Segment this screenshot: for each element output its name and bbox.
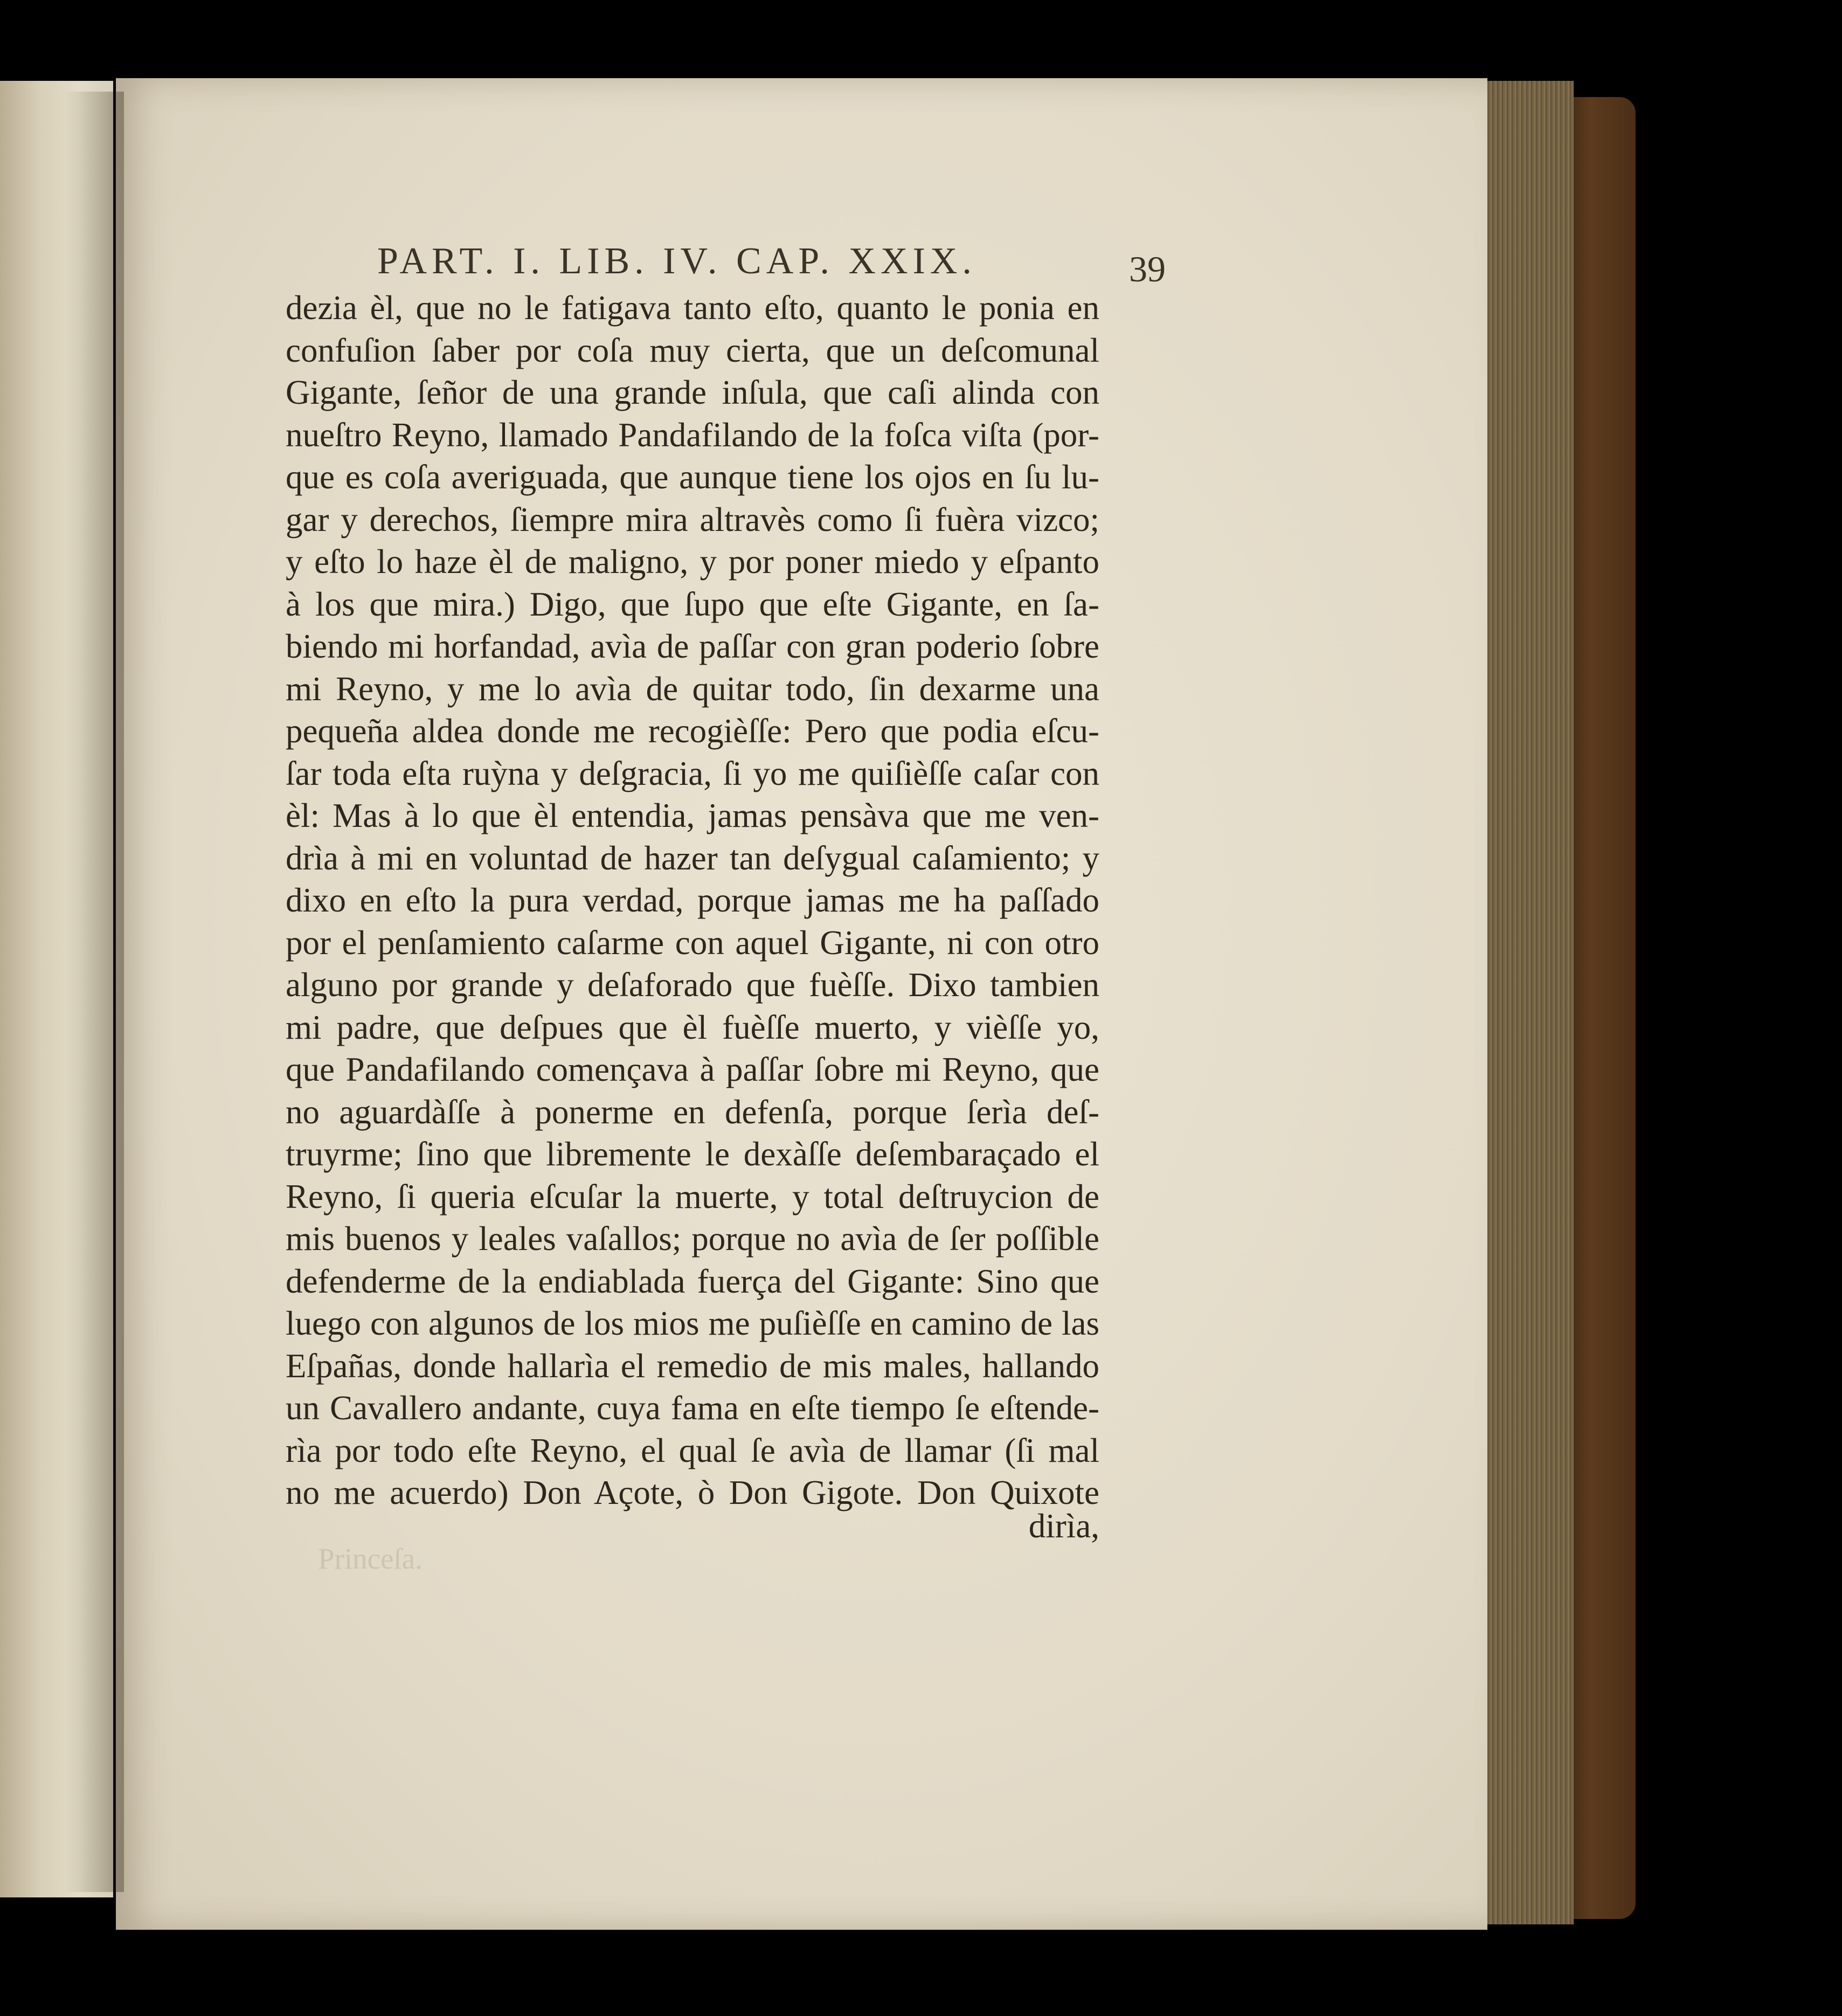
body-text [286, 287, 1099, 1514]
text-line: alguno por grande y deſaforado que fuèſſe. Dixo tambien [286, 966, 1099, 1004]
text-line: gar y derechos, ſiempre mira altravès como ſi fuèra vizco; [286, 500, 1099, 538]
text-line: à los que mira.) Digo, que ſupo que eſte Gigante, en ſa- [286, 585, 1099, 623]
text-line: que es coſa averiguada, que aunque tiene los ojos en ſu lu- [286, 458, 1099, 496]
text-line: confuſion ſaber por coſa muy cierta, que un deſcomunal [286, 331, 1099, 369]
text-line: èl: Mas à lo que èl entendia, jamas pensàva que me ven- [286, 797, 1099, 834]
text-line: Gigante, ſeñor de una grande inſula, que caſi alinda con [286, 374, 1099, 411]
text-line: drìa à mi en voluntad de hazer tan deſygual caſamiento; y [286, 839, 1099, 877]
text-line: defenderme de la endiablada fuerça del Gigante: Sino que [286, 1262, 1099, 1300]
text-line: ſar toda eſta ruỳna y deſgracia, ſi yo me quiſièſſe caſar con [286, 754, 1099, 792]
text-line: biendo mi horfandad, avìa de paſſar con gran poderio ſobre [286, 627, 1099, 665]
gutter-shadow [65, 92, 124, 1892]
text-line: rìa por todo eſte Reyno, el qual ſe avìa de llamar (ſi mal [286, 1431, 1099, 1469]
catchword: dirìa, [1028, 1507, 1099, 1545]
running-header: PART. I. LIB. IV. CAP. XXIX. [377, 240, 977, 282]
page-number: 39 [1129, 248, 1166, 289]
text-line: y eſto lo haze èl de maligno, y por poner miedo y eſpanto [286, 543, 1099, 581]
text-line: truyrme; ſino que libremente le dexàſſe deſembaraçado el [286, 1135, 1099, 1173]
text-line: Reyno, ſi queria eſcuſar la muerte, y total deſtruycion de [286, 1177, 1099, 1216]
text-line: mi Reyno, y me lo avìa de quitar todo, ſin dexarme una [286, 669, 1099, 708]
text-line: nueſtro Reyno, llamado Pandafilando de la foſca viſta (por- [286, 416, 1099, 454]
text-line: dixo en eſto la pura verdad, porque jamas me ha paſſado [286, 881, 1099, 919]
text-line: dezia èl, que no le fatigava tanto eſto, quanto le ponia en [286, 289, 1099, 327]
text-line: un Cavallero andante, cuya fama en eſte tiempo ſe eſtende- [286, 1389, 1099, 1427]
text-line: no me acuerdo) Don Açote, ò Don Gigote. Don Quixote [286, 1474, 1099, 1511]
text-line: Eſpañas, donde hallarìa el remedio de mis males, hallando [286, 1347, 1099, 1385]
text-line: no aguardàſſe à ponerme en defenſa, porque ſerìa deſ- [286, 1093, 1099, 1131]
text-line: mi padre, que deſpues que èl fuèſſe muerto, y vièſſe yo, [286, 1008, 1099, 1046]
text-line: luego con algunos de los mios me puſièſſe en camino de las [286, 1304, 1099, 1342]
bleed-through-text: Princeſa. [318, 1542, 423, 1575]
text-line: que Pandafilando començava à paſſar ſobre mi Reyno, que [286, 1051, 1099, 1088]
text-line: mis buenos y leales vaſallos; porque no avìa de ſer poſſible [286, 1220, 1099, 1258]
text-line: por el penſamiento caſarme con aquel Gigante, ni con otro [286, 923, 1099, 962]
page-block-edge [1485, 81, 1574, 1924]
text-line: pequeña aldea donde me recogièſſe: Pero que podia eſcu- [286, 712, 1099, 750]
